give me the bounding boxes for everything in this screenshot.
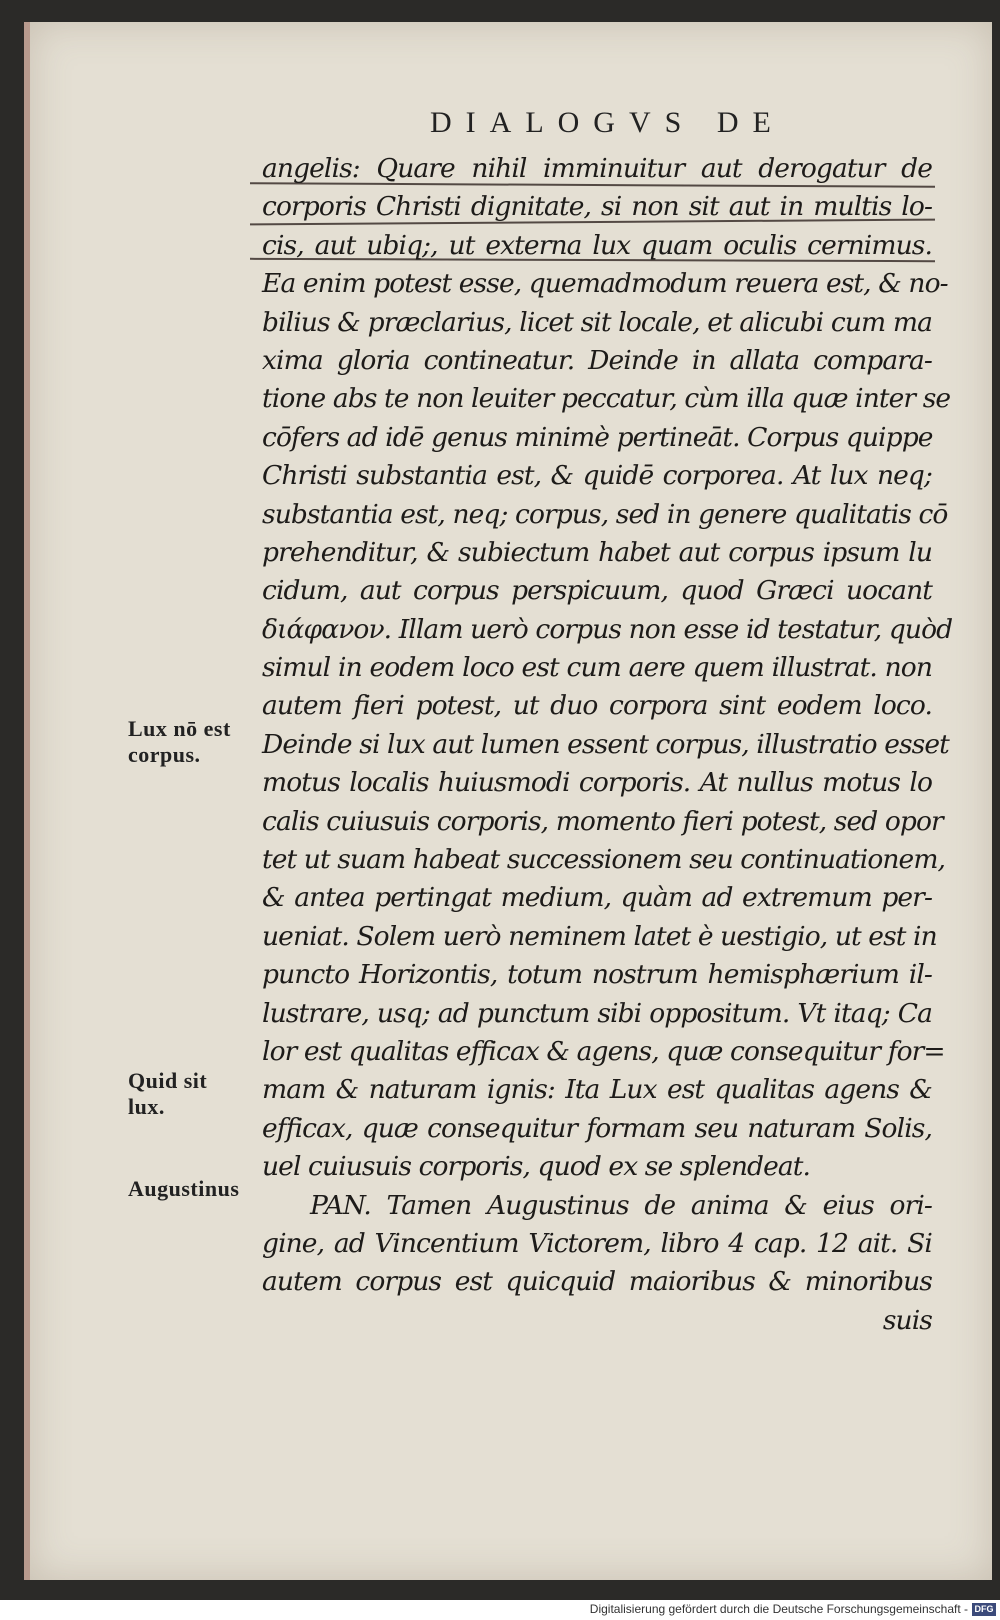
body-text <box>262 150 953 1340</box>
text-line: gine, ad Vincentium Victorem, libro 4 cap. 12 ait. Si <box>262 1227 932 1259</box>
text-line: simul in eodem loco est cum aere quem illustrat. non <box>262 652 932 684</box>
text-line: angelis: Quare nihil imminuitur aut derogatur de <box>262 153 932 184</box>
marginal-note-line: corpus. <box>128 742 201 767</box>
text-line: Christi substantia est, & quidē corporea. At lux neq; <box>262 460 932 492</box>
text-line: efficax, quæ consequitur formam seu naturam Solis, <box>262 1112 932 1144</box>
marginal-note-line: Augustinus <box>128 1176 240 1201</box>
text-line: prehenditur, & subiectum habet aut corpus ipsum lu <box>262 536 932 568</box>
marginal-note-quid-sit-lux <box>128 1068 207 1120</box>
text-line: autem fieri potest, ut duo corpora sint eodem loco. <box>262 690 932 722</box>
marginal-note-lux-non-corpus <box>128 716 231 768</box>
marginal-note-line: Quid sit <box>128 1068 208 1093</box>
text-line: tione abs te non leuiter peccatur, cùm illa quæ inter se <box>262 383 951 415</box>
text-line: bilius & præclarius, licet sit locale, et alicubi cum ma <box>262 306 932 338</box>
running-head: DIALOGVS DE <box>430 106 785 139</box>
text-line: corporis Christi dignitate, si non sit aut in multis lo- <box>262 191 932 223</box>
dfg-logo-icon: DFG <box>972 1603 996 1616</box>
text-line: tet ut suam habeat successionem seu continuationem, <box>262 844 946 876</box>
text-line: Ea enim potest esse, quemadmodum reuera est, & no- <box>262 268 948 300</box>
footer-credit: Digitalisierung gefördert durch die Deutsche Forschungsgemeinschaft - <box>589 1602 968 1616</box>
text-line: PAN. Tamen Augustinus de anima & eius ori- <box>310 1189 932 1221</box>
text-line: substantia est, neq; corpus, sed in genere qualitatis cō <box>262 498 948 530</box>
text-line: διάφανον. Illam uerò corpus non esse id testatur, quòd <box>262 613 953 645</box>
text-line: uel cuiusuis corporis, quod ex se splendeat. <box>262 1151 811 1183</box>
text-line: lustrare, usq; ad punctum sibi oppositum. Vt itaq; Ca <box>262 997 932 1029</box>
text-line: cidum, aut corpus perspicuum, quod Græci uocant <box>262 575 932 607</box>
marginal-note-augustinus <box>128 1176 239 1202</box>
marginal-note-line: Lux nō est <box>128 716 231 741</box>
text-line: puncto Horizontis, totum nostrum hemisphærium il- <box>262 959 932 991</box>
text-line: Deinde si lux aut lumen essent corpus, illustratio esset <box>262 728 949 760</box>
catchword: suis <box>882 1304 932 1336</box>
text-line: & antea pertingat medium, quàm ad extremum per- <box>262 882 932 914</box>
text-line: ueniat. Solem uerò neminem latet è uestigio, ut est in <box>262 920 937 952</box>
text-line: cis, aut ubiq;, ut externa lux quam oculis cernimus. <box>262 229 932 261</box>
text-line: lor est qualitas efficax & agens, quæ consequitur for= <box>262 1035 945 1067</box>
text-line: xima gloria contineatur. Deinde in allata compara- <box>262 344 932 376</box>
text-line: calis cuiusuis corporis, momento fieri potest, sed opor <box>262 805 943 837</box>
text-line: motus localis huiusmodi corporis. At nullus motus lo <box>262 767 932 799</box>
text-line: mam & naturam ignis: Ita Lux est qualitas agens & <box>262 1074 932 1106</box>
text-line: autem corpus est quicquid maioribus & minoribus <box>262 1266 932 1298</box>
marginal-note-line: lux. <box>128 1094 165 1119</box>
text-line: cōfers ad idē genus minimè pertineāt. Corpus quippe <box>262 421 933 453</box>
